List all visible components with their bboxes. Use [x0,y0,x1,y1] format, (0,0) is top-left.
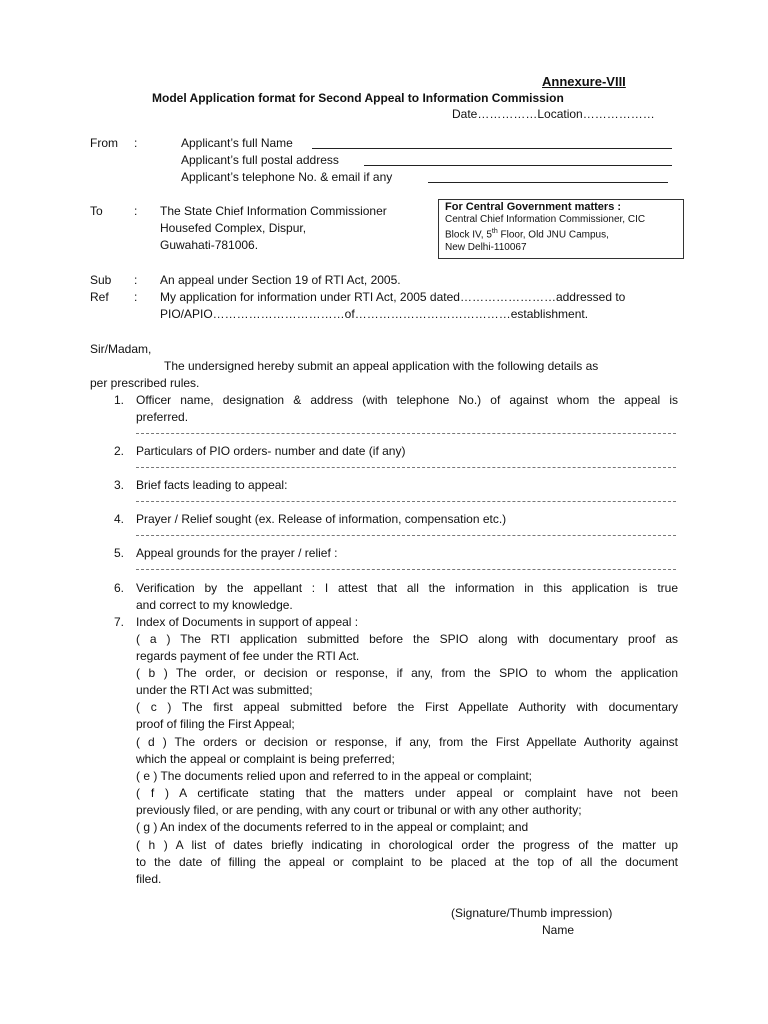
to-colon: : [134,204,138,218]
applicant-name-label: Applicant’s full Name [181,136,293,150]
sub-colon: : [134,273,138,287]
index-line: ( b ) The order, or decision or response, if any, from the SPIO to whom the application [136,666,678,680]
signature-label: (Signature/Thumb impression) [451,906,613,920]
item-text: Index of Documents in support of appeal : [136,615,359,629]
to-line-3: Guwahati-781006. [160,238,259,252]
index-line: previously filed, or are pending, with any court or tribunal or with any other authority; [136,803,582,817]
item-text: Verification by the appellant : I attest that all the information in this application is true [136,581,678,595]
ref-colon: : [134,290,138,304]
item-number: 1. [113,393,124,407]
answer-line [136,467,676,468]
index-line: ( f ) A certificate stating that the matters under appeal or complaint have not been [136,786,678,800]
applicant-address-line [364,165,672,166]
index-line: ( c ) The first appeal submitted before the First Appellate Authority with documentary [136,700,678,714]
ref-line-2: PIO/APIO……………………………of…………………………………establishment. [160,307,589,321]
item-text: Prayer / Relief sought (ex. Release of information, compensation etc.) [136,512,507,526]
central-government-box [438,199,684,259]
date-location-line: Date……………Location……………… [452,107,655,121]
central-box-line-2: Block IV, 5th Floor, Old JNU Campus, [445,228,609,241]
applicant-address-label: Applicant’s full postal address [181,153,339,167]
item-text: Appeal grounds for the prayer / relief : [136,546,338,560]
sub-label: Sub [90,273,112,287]
intro-line-1: The undersigned hereby submit an appeal application with the following details as [164,359,599,373]
index-line: ( g ) An index of the documents referred to in the appeal or complaint; and [136,820,529,834]
index-line: proof of filing the First Appeal; [136,717,295,731]
to-label: To [90,204,103,218]
answer-line [136,535,676,536]
from-colon: : [134,136,138,150]
index-line: ( a ) The RTI application submitted before the SPIO along with documentary proof as [136,632,678,646]
applicant-contact-label: Applicant’s telephone No. & email if any [181,170,393,184]
applicant-name-line [312,148,672,149]
index-line: to the date of filling the appeal or complaint to be placed at the top of all the document [136,855,678,869]
item-number: 5. [113,546,124,560]
central-box-heading: For Central Government matters : [445,201,622,213]
annexure-label: Annexure-VIII [542,74,626,89]
central-box-line-1: Central Chief Information Commissioner, CIC [445,214,646,225]
index-line: regards payment of fee under the RTI Act. [136,649,360,663]
item-text: Particulars of PIO orders- number and date (if any) [136,444,406,458]
index-line: ( e ) The documents relied upon and referred to in the appeal or complaint; [136,769,533,783]
index-line: which the appeal or complaint is being preferred; [136,752,395,766]
answer-line [136,433,676,434]
item-text-continued: and correct to my knowledge. [136,598,293,612]
name-label: Name [542,923,575,937]
item-number: 4. [113,512,124,526]
to-line-1: The State Chief Information Commissioner [160,204,387,218]
ref-label: Ref [90,290,109,304]
item-text: Brief facts leading to appeal: [136,478,288,492]
item-number: 6. [113,581,124,595]
item-number: 2. [113,444,124,458]
answer-line [136,569,676,570]
page-title: Model Application format for Second Appeal to Information Commission [152,91,564,105]
answer-line [136,501,676,502]
index-line: ( d ) The orders or decision or response, if any, from the First Appellate Authority against [136,735,678,749]
subject-text: An appeal under Section 19 of RTI Act, 2005. [160,273,401,287]
index-line: under the RTI Act was submitted; [136,683,313,697]
from-label: From [90,136,118,150]
item-text: Officer name, designation & address (with telephone No.) of against whom the appeal is [136,393,678,407]
item-number: 3. [113,478,124,492]
central-box-line-3: New Delhi-110067 [445,242,527,253]
applicant-contact-line [428,182,668,183]
ref-line-1: My application for information under RTI Act, 2005 dated……………………addressed to [160,290,626,304]
index-line: filed. [136,872,162,886]
item-text-continued: preferred. [136,410,189,424]
index-line: ( h ) A list of dates briefly indicating in chorological order the progress of the matter up [136,838,678,852]
item-number: 7. [113,615,124,629]
to-line-2: Housefed Complex, Dispur, [160,221,307,235]
intro-line-2: per prescribed rules. [90,376,200,390]
salutation: Sir/Madam, [90,342,152,356]
